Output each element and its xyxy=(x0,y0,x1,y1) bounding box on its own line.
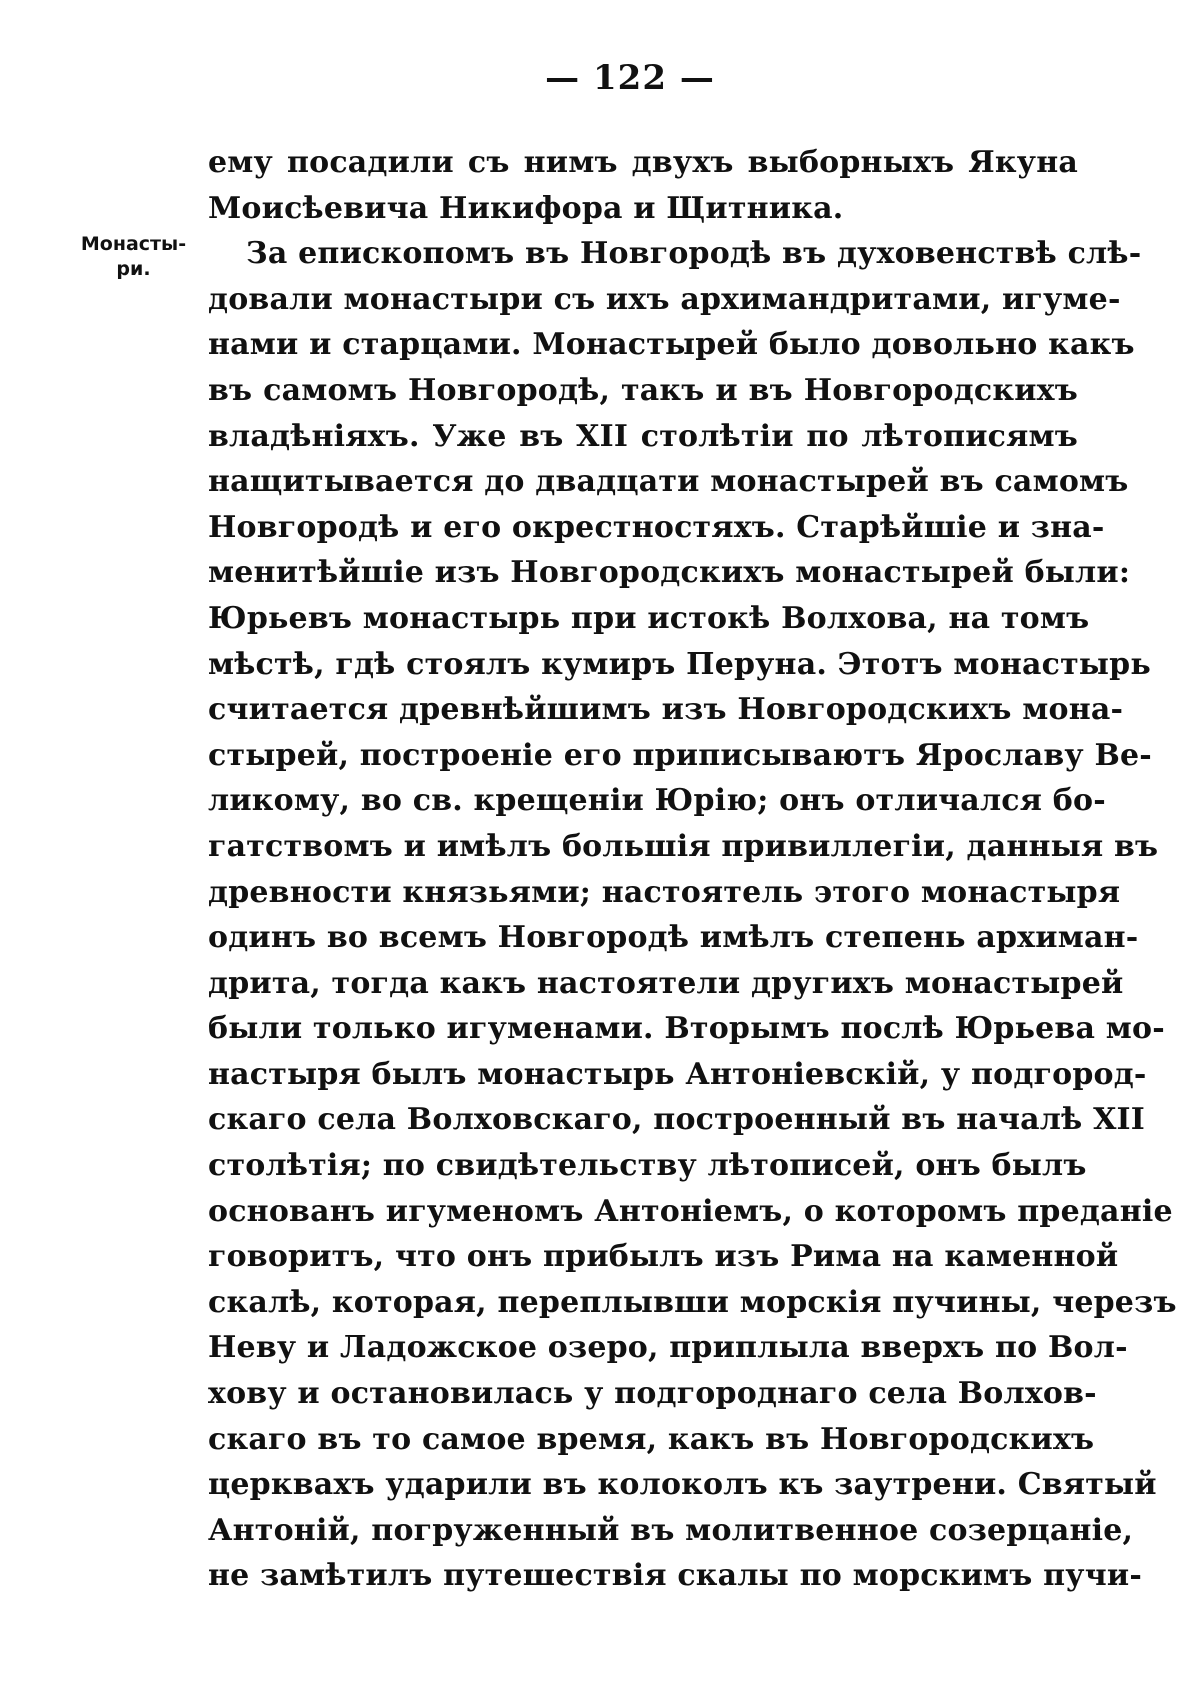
margin-note: Монасты- ри. xyxy=(80,233,187,280)
text-line: ему посадили съ нимъ двухъ выборныхъ Якуна xyxy=(208,145,1078,180)
text-line: Неву и Ладожское озеро, приплыла вверхъ по Вол- xyxy=(208,1330,1128,1366)
text-line: скаго села Волховскаго, построенный въ началѣ XII xyxy=(208,1102,1146,1138)
text-line: владѣніяхъ. Уже въ XII столѣтіи по лѣтописямъ xyxy=(208,418,1078,454)
body-text xyxy=(208,140,1177,1599)
paragraph-start-line: За епископомъ въ Новгородѣ въ духовенствѣ слѣ- xyxy=(246,236,1142,272)
text-line: въ самомъ Новгородѣ, такъ и въ Новгородскихъ xyxy=(208,372,1078,408)
text-line: древности князьями; настоятель этого монастыря xyxy=(208,874,1121,910)
text-line: основанъ игуменомъ Антоніемъ, о которомъ преданіе xyxy=(208,1193,1173,1229)
text-line: Моисѣевича Никифора и Щитника. xyxy=(208,190,844,226)
text-line: ликому, во св. крещеніи Юрію; онъ отличался бо- xyxy=(208,783,1106,819)
text-line: считается древнѣйшимъ изъ Новгородскихъ мона- xyxy=(208,692,1124,728)
text-line: одинъ во всемъ Новгородѣ имѣлъ степень архиман- xyxy=(208,920,1139,956)
text-line: мѣстѣ, гдѣ стоялъ кумиръ Перуна. Этотъ монастырь xyxy=(208,646,1151,682)
text-line: хову и остановилась у подгороднаго села Волхов- xyxy=(208,1376,1097,1412)
text-line: стырей, построеніе его приписываютъ Ярославу Ве- xyxy=(208,737,1152,773)
text-line: Новгородѣ и его окрестностяхъ. Старѣйшіе и зна- xyxy=(208,509,1105,545)
text-line: столѣтія; по свидѣтельству лѣтописей, онъ былъ xyxy=(208,1148,1087,1184)
text-line: гатствомъ и имѣлъ большія привиллегіи, данныя въ xyxy=(208,828,1159,864)
text-line: Юрьевъ монастырь при истокѣ Волхова, на томъ xyxy=(208,600,1090,636)
text-line: довали монастыри съ ихъ архимандритами, игуме- xyxy=(208,281,1121,317)
text-line: были только игуменами. Вторымъ послѣ Юрьева мо- xyxy=(208,1011,1165,1047)
text-line: нами и старцами. Монастырей было довольно какъ xyxy=(208,327,1135,363)
text-line: скалѣ, которая, переплывши морскія пучины, черезъ xyxy=(208,1284,1177,1320)
page-number: — 122 — xyxy=(545,58,715,98)
text-line: не замѣтилъ путешествія скалы по морскимъ пучи- xyxy=(208,1558,1142,1594)
text-line: менитѣйшіе изъ Новгородскихъ монастырей были: xyxy=(208,555,1131,591)
text-line: дрита, тогда какъ настоятели другихъ монастырей xyxy=(208,965,1124,1001)
text-line: нащитывается до двадцати монастырей въ самомъ xyxy=(208,464,1129,500)
text-line: церквахъ ударили въ колоколъ къ заутрени. Святый xyxy=(208,1467,1157,1503)
text-line: скаго въ то самое время, какъ въ Новгородскихъ xyxy=(208,1421,1095,1457)
text-line: говоритъ, что онъ прибылъ изъ Рима на каменной xyxy=(208,1239,1119,1275)
text-line: Антоній, погруженный въ молитвенное созерцаніе, xyxy=(208,1512,1134,1548)
text-line: настыря былъ монастырь Антоніевскій, у подгород- xyxy=(208,1056,1147,1092)
